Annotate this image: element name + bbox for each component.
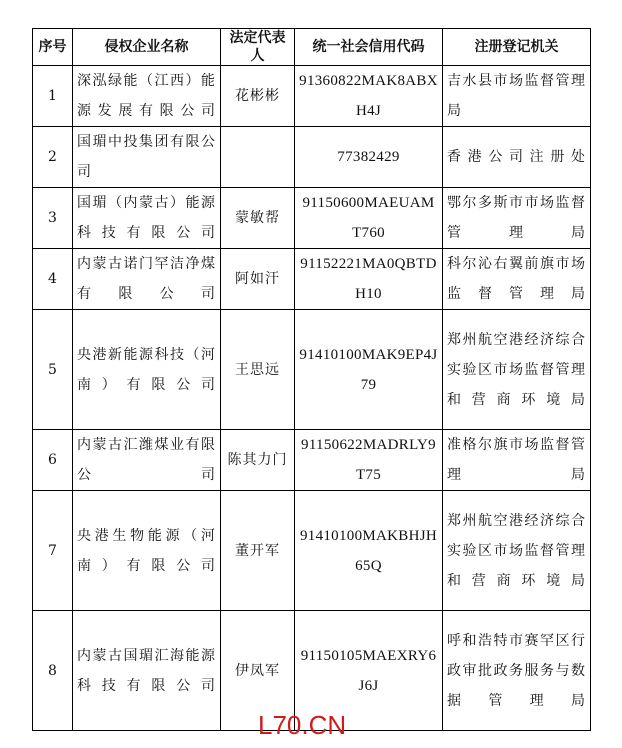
cell-authority: 香港公司注册处 — [443, 127, 591, 188]
site-watermark: L70.CN — [258, 710, 347, 740]
cell-credit-code: 91410100MAKBHJH65Q — [295, 491, 443, 611]
cell-authority: 鄂尔多斯市市场监督管理局 — [443, 188, 591, 249]
cell-credit-code: 91150105MAEXRY6J6J — [295, 611, 443, 731]
table-row — [33, 127, 591, 188]
cell-authority: 吉水县市场监督管理局 — [443, 66, 591, 127]
cell-legal-rep: 陈其力门 — [221, 430, 295, 491]
cell-credit-code: 77382429 — [295, 127, 443, 188]
header-legal-rep: 法定代表人 — [221, 29, 295, 66]
cell-legal-rep: 伊凤军 — [221, 611, 295, 731]
cell-company-name: 内蒙古汇潍煤业有限公司 — [73, 430, 221, 491]
header-row — [33, 29, 591, 66]
cell-company-name: 内蒙古国瑂汇海能源科技有限公司 — [73, 611, 221, 731]
cell-company-name: 国瑂中投集团有限公司 — [73, 127, 221, 188]
table-row — [33, 249, 591, 310]
cell-credit-code: 91410100MAK9EP4J79 — [295, 310, 443, 430]
infringing-companies-table — [32, 28, 591, 731]
cell-company-name: 央港生物能源（河南）有限公司 — [73, 491, 221, 611]
cell-company-name: 央港新能源科技（河南）有限公司 — [73, 310, 221, 430]
cell-authority: 呼和浩特市赛罕区行政审批政务服务与数据管理局 — [443, 611, 591, 731]
cell-no: 6 — [33, 430, 73, 491]
cell-authority: 郑州航空港经济综合实验区市场监督管理和营商环境局 — [443, 491, 591, 611]
cell-authority: 郑州航空港经济综合实验区市场监督管理和营商环境局 — [443, 310, 591, 430]
header-authority: 注册登记机关 — [443, 29, 591, 66]
cell-no: 1 — [33, 66, 73, 127]
cell-no: 7 — [33, 491, 73, 611]
cell-legal-rep — [221, 127, 295, 188]
table-row — [33, 430, 591, 491]
header-credit-code: 统一社会信用代码 — [295, 29, 443, 66]
cell-authority: 科尔沁右翼前旗市场监督管理局 — [443, 249, 591, 310]
header-no: 序号 — [33, 29, 73, 66]
cell-company-name: 内蒙古诺门罕洁净煤有限公司 — [73, 249, 221, 310]
cell-no: 8 — [33, 611, 73, 731]
cell-credit-code: 91150600MAEUAMT760 — [295, 188, 443, 249]
cell-legal-rep: 蒙敏帮 — [221, 188, 295, 249]
table-row — [33, 188, 591, 249]
cell-no: 4 — [33, 249, 73, 310]
table-row — [33, 66, 591, 127]
table-row — [33, 491, 591, 611]
cell-credit-code: 91150622MADRLY9T75 — [295, 430, 443, 491]
cell-company-name: 深泓绿能（江西）能源发展有限公司 — [73, 66, 221, 127]
cell-legal-rep: 董开军 — [221, 491, 295, 611]
cell-no: 2 — [33, 127, 73, 188]
cell-company-name: 国瑂（内蒙古）能源科技有限公司 — [73, 188, 221, 249]
cell-legal-rep: 王思远 — [221, 310, 295, 430]
cell-legal-rep: 阿如汗 — [221, 249, 295, 310]
cell-authority: 准格尔旗市场监督管理局 — [443, 430, 591, 491]
cell-credit-code: 91360822MAK8ABXH4J — [295, 66, 443, 127]
header-company-name: 侵权企业名称 — [73, 29, 221, 66]
cell-no: 5 — [33, 310, 73, 430]
cell-no: 3 — [33, 188, 73, 249]
cell-credit-code: 91152221MA0QBTDH10 — [295, 249, 443, 310]
cell-legal-rep: 花彬彬 — [221, 66, 295, 127]
table-row — [33, 310, 591, 430]
